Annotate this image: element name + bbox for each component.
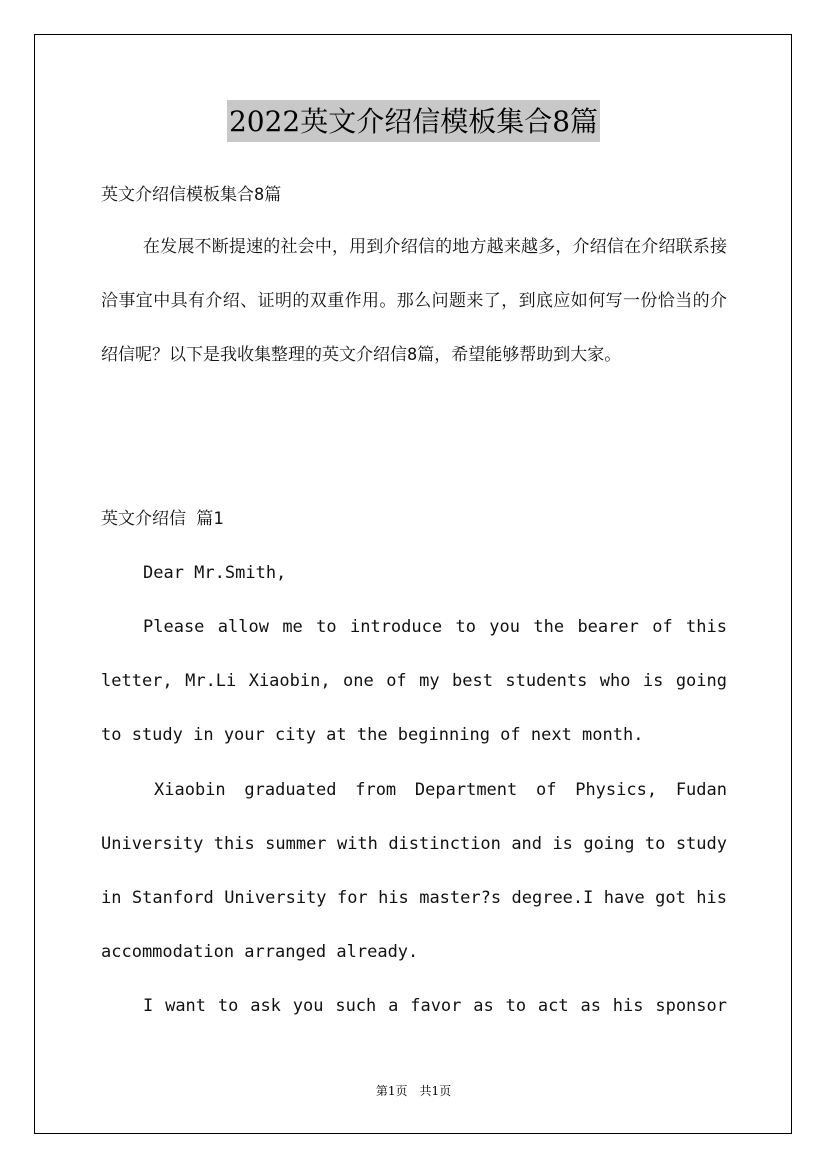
letter-paragraph-1 (101, 600, 727, 762)
intro-text: 在发展不断提速的社会中，用到介绍信的地方越来越多，介绍信在介绍联系接洽事宜中具有介绍、证明的双重作用。那么问题来了，到底应如何写一份恰当的介绍信呢？以下是我收集整理的英文介绍信8篇，希望能够帮助到大家。 (101, 237, 727, 365)
letter-paragraph-2 (101, 763, 727, 979)
letter-paragraph-3 (101, 979, 727, 1033)
subtitle-text: 英文介绍信模板集合8篇 (101, 185, 282, 205)
page-total: 共1页 (419, 1084, 452, 1098)
letter-paragraph-3-text: I want to ask you such a favor as to act as his sponsor (143, 996, 727, 1016)
page-footer (0, 1082, 827, 1099)
section-heading-text: 英文介绍信 篇1 (101, 509, 224, 529)
salutation-text: Dear Mr.Smith, (143, 563, 287, 583)
document-title: 2022英文介绍信模板集合8篇 (227, 100, 600, 142)
subtitle (101, 168, 727, 222)
page-number: 第1页 (375, 1084, 408, 1098)
intro-paragraph (101, 220, 727, 382)
section-heading (101, 492, 727, 546)
document-title-wrap (0, 100, 827, 142)
letter-paragraph-1-text: Please allow me to introduce to you the bearer of this letter, Mr.Li Xiaobin, one of my best students who is going to study in your city at the beginning of next month. (101, 617, 727, 745)
letter-salutation (101, 546, 727, 600)
letter-paragraph-2-text: Xiaobin graduated from Department of Physics, Fudan University this summer with distinction and is going to study in Stanford University for his master?s degree.I have got his accommodation arranged already. (101, 780, 727, 962)
